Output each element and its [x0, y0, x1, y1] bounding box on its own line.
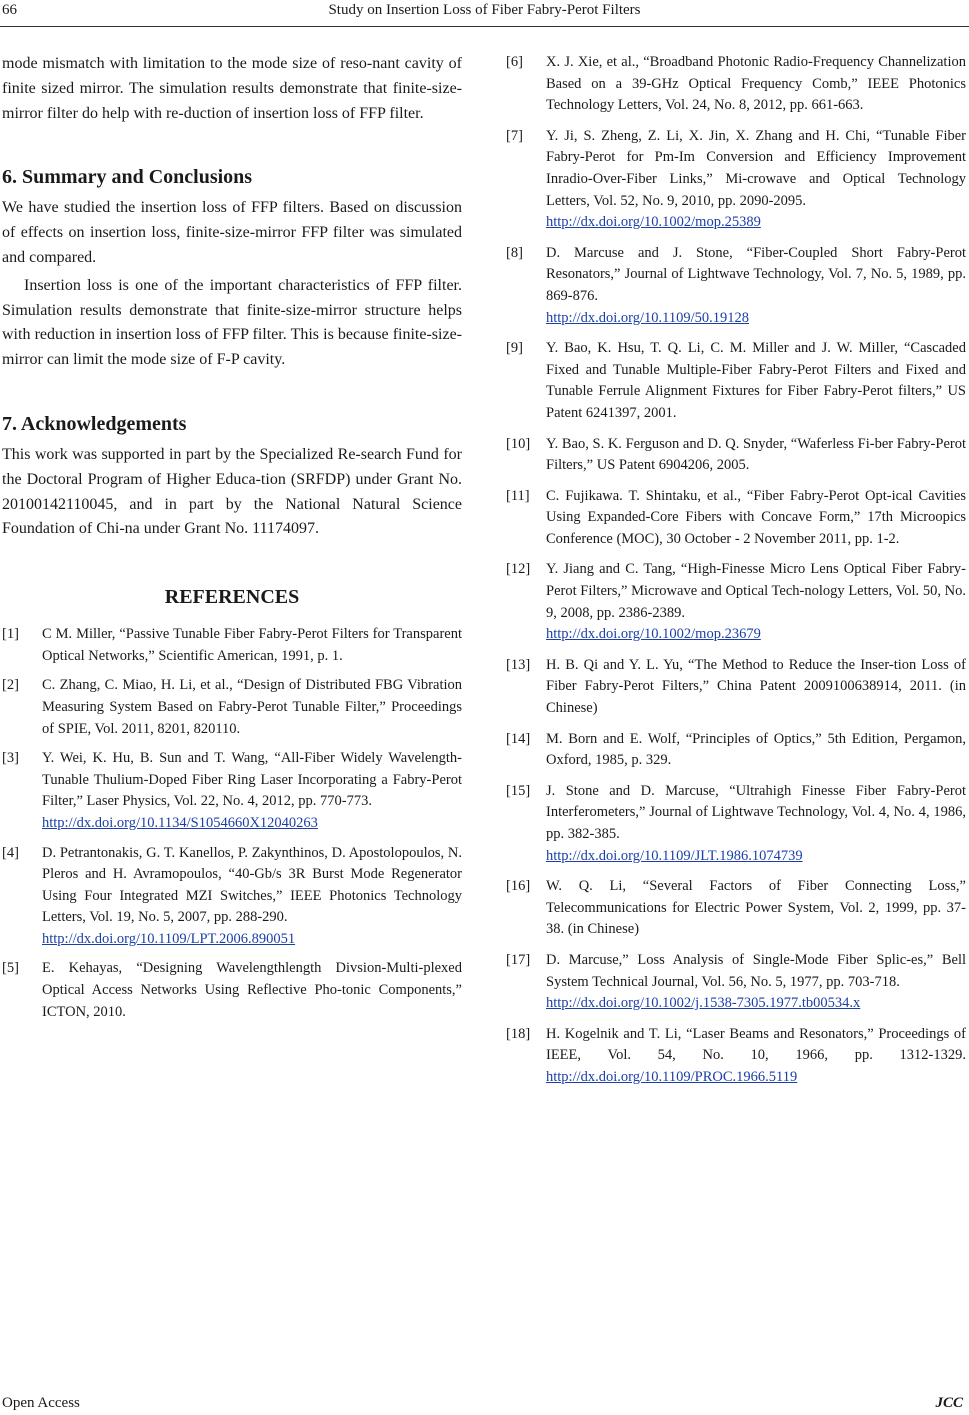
reference-7: [506, 126, 966, 234]
reference-number: [15]: [506, 782, 531, 799]
reference-18: [506, 1024, 966, 1089]
reference-text: Y. Wei, K. Hu, B. Sun and T. Wang, “All-Fiber Widely Wavelength-Tunable Thulium-Doped Fiber Ring Laser Incorporating a Fabry-Perot Filter,” Laser Physics, Vol. 22, No. 4, 2012, pp. 770-773.: [42, 750, 462, 810]
reference-number: [16]: [506, 878, 531, 895]
reference-number: [2]: [2, 677, 19, 694]
reference-number: [7]: [506, 127, 523, 144]
reference-text: D. Marcuse and J. Stone, “Fiber-Coupled Short Fabry-Perot Resonators,” Journal of Lightwave Technology, Vol. 7, No. 5, 1989, pp. 869-876.: [546, 244, 966, 304]
section-7-paragraph-1: This work was supported in part by the Specialized Re-search Fund for the Doctoral Program of Higher Educa-tion (SRFDP) under Grant No. 20100142110045, and in part by the National Natural Science Foundation of Chi-na under Grant No. 11174097.: [2, 445, 462, 538]
reference-number: [3]: [2, 750, 19, 767]
open-access-label: Open Access: [2, 1395, 80, 1411]
reference-16: [506, 876, 966, 941]
reference-text: J. Stone and D. Marcuse, “Ultrahigh Finesse Fiber Fabry-Perot Interferometers,” Journal of Lightwave Technology, Vol. 4, No. 4, 1986, pp. 382-385.: [546, 782, 966, 842]
section-6-paragraph-2: Insertion loss is one of the important characteristics of FFP filter. Simulation results demonstrate that finite-size-mirror structure helps with reduction in insertion loss of FFP filter. This is because finite-size-mirror can limit the mode size of F-P cavity.: [2, 276, 462, 369]
reference-text: H. B. Qi and Y. L. Yu, “The Method to Reduce the Inser-tion Loss of Fiber Fabry-Perot Filters,” China Patent 2009100638914, 2011. (in Chinese): [546, 656, 966, 717]
intro-paragraph: mode mismatch with limitation to the mode size of reso-nant cavity of finite sized mirror. The simulation results demonstrate that finite-size-mirror filter do help with re-duction of insertion loss of FFP filter.: [2, 55, 462, 122]
reference-14: [506, 729, 966, 772]
reference-text: X. J. Xie, et al., “Broadband Photonic Radio-Frequency Channelization Based on a 39-GHz Optical Frequency Comb,” IEEE Photonics Technology Letters, Vol. 24, No. 8, 2012, pp. 661-663.: [546, 54, 966, 114]
reference-number: [14]: [506, 730, 531, 747]
reference-doi-link[interactable]: http://dx.doi.org/10.1109/PROC.1966.5119: [546, 1068, 798, 1085]
section-7-title: 7. Acknowledgements: [2, 412, 187, 435]
reference-doi-link[interactable]: http://dx.doi.org/10.1109/50.19128: [546, 309, 750, 326]
reference-number: [12]: [506, 561, 531, 578]
reference-text: E. Kehayas, “Designing Wavelengthlength Divsion-Multi-plexed Optical Access Networks Using Reflective Pho-tonic Components,” ICTON, 2010.: [42, 960, 462, 1020]
reference-doi-link[interactable]: http://dx.doi.org/10.1109/JLT.1986.1074739: [546, 847, 803, 864]
reference-text-body: H. Kogelnik and T. Li, “Laser Beams and Resonators,” Proceedings of IEEE, Vol. 54, No. 10, 1966, pp. 1312-1329.: [546, 1025, 966, 1064]
reference-text: D. Marcuse,” Loss Analysis of Single-Mode Fiber Splic-es,” Bell System Technical Journal, Vol. 56, No. 5, 1977, pp. 703-718.: [546, 951, 966, 990]
reference-number: [10]: [506, 435, 531, 452]
reference-text: Y. Jiang and C. Tang, “High-Finesse Micro Lens Optical Fiber Fabry-Perot Filters,” Microwave and Optical Tech-nology Letters, Vol. 50, No. 9, 2008, pp. 2386-2389.: [546, 561, 966, 621]
left-column: [2, 52, 462, 1023]
header-rule: [0, 26, 969, 27]
reference-number: [8]: [506, 244, 523, 261]
reference-text: Y. Bao, K. Hsu, T. Q. Li, C. M. Miller and J. W. Miller, “Cascaded Fixed and Tunable Multiple-Fiber Fabry-Perot Filters and Fixed and Tunable Ferrule Alignment Fixtures for Fiber Fabry-Perot filters,” US Patent 6241397, 2001.: [546, 340, 966, 421]
page-header: [0, 0, 969, 24]
references-title: REFERENCES: [164, 586, 300, 609]
reference-number: [6]: [506, 54, 523, 70]
reference-text: Y. Bao, S. K. Ferguson and D. Q. Snyder, “Waferless Fi-ber Fabry-Perot Filters,” US Patent 6904206, 2005.: [546, 435, 966, 474]
reference-doi-link[interactable]: http://dx.doi.org/10.1109/LPT.2006.890051: [42, 930, 296, 947]
section-6-title: 6. Summary and Conclusions: [2, 166, 253, 189]
reference-text: C. Fujikawa. T. Shintaku, et al., “Fiber Fabry-Perot Opt-ical Cavities Using Expanded-Core Fibers with Concave Form,” 17th Microopics Conference (MOC), 30 October - 2 November 2011, pp. 1-2.: [546, 487, 966, 547]
reference-text: D. Petrantonakis, G. T. Kanellos, P. Zakynthinos, D. Apostolopoulos, N. Pleros and H. Avramopoulos, “40-Gb/s 3R Burst Mode Regenerator Using Four Integrated MZI Switches,” IEEE Photonics Technology Letters, Vol. 19, No. 5, 2007, pp. 288-290.: [42, 844, 462, 926]
reference-2: [2, 675, 462, 740]
reference-number: [4]: [2, 844, 19, 861]
reference-doi-link[interactable]: http://dx.doi.org/10.1134/S1054660X12040263: [42, 814, 318, 831]
reference-8: [506, 243, 966, 329]
reference-9: [506, 338, 966, 424]
reference-number: [18]: [506, 1025, 531, 1042]
reference-3: [2, 748, 462, 834]
reference-number: [17]: [506, 951, 531, 968]
section-6-paragraph-1: We have studied the insertion loss of FFP filters. Based on discussion of effects on insertion loss, finite-size-mirror FFP filter was simulated and compared.: [2, 199, 462, 266]
reference-11: [506, 486, 966, 551]
reference-5: [2, 958, 462, 1023]
reference-number: [5]: [2, 960, 19, 977]
reference-10: [506, 434, 966, 477]
reference-text: [546, 1024, 966, 1089]
reference-text: M. Born and E. Wolf, “Principles of Optics,” 5th Edition, Pergamon, Oxford, 1985, p. 329.: [546, 730, 966, 769]
page-number: 66: [2, 2, 17, 18]
reference-12: [506, 559, 966, 645]
reference-4: [2, 843, 462, 951]
reference-number: [11]: [506, 487, 530, 504]
reference-text: W. Q. Li, “Several Factors of Fiber Connecting Loss,” Telecommunications for Electric Power System, Vol. 2, 1999, pp. 37-38. (in Chinese): [546, 878, 966, 938]
reference-number: [13]: [506, 656, 531, 673]
reference-6: [506, 52, 966, 117]
reference-17: [506, 950, 966, 1015]
reference-number: [1]: [2, 626, 19, 643]
reference-13: [506, 655, 966, 720]
reference-text: Y. Ji, S. Zheng, Z. Li, X. Jin, X. Zhang and H. Chi, “Tunable Fiber Fabry-Perot for Pm-Im Conversion and Efficiency Improvement Inradio-Over-Fiber Links,” Mi-crowave and Optical Technology Letters, Vol. 52, No. 9, 2010, pp. 2090-2095.: [546, 127, 966, 209]
reference-doi-link[interactable]: http://dx.doi.org/10.1002/mop.25389: [546, 214, 761, 231]
reference-number: [9]: [506, 340, 523, 357]
running-title: Study on Insertion Loss of Fiber Fabry-Perot Filters: [328, 2, 641, 18]
journal-abbrev: JCC: [935, 1395, 963, 1411]
reference-15: [506, 781, 966, 867]
reference-text: C M. Miller, “Passive Tunable Fiber Fabry-Perot Filters for Transparent Optical Networks,” Scientific American, 1991, p. 1.: [42, 626, 462, 664]
reference-doi-link[interactable]: http://dx.doi.org/10.1002/mop.23679: [546, 626, 761, 643]
references-left: [2, 624, 462, 1023]
right-column: [506, 52, 966, 1089]
reference-1: [2, 624, 462, 667]
reference-doi-link[interactable]: http://dx.doi.org/10.1002/j.1538-7305.1977.tb00534.x: [546, 995, 861, 1012]
reference-text: C. Zhang, C. Miao, H. Li, et al., “Design of Distributed FBG Vibration Measuring System Based on Fabry-Perot Tunable Filter,” Proceedings of SPIE, Vol. 2011, 8201, 820110.: [42, 677, 462, 737]
